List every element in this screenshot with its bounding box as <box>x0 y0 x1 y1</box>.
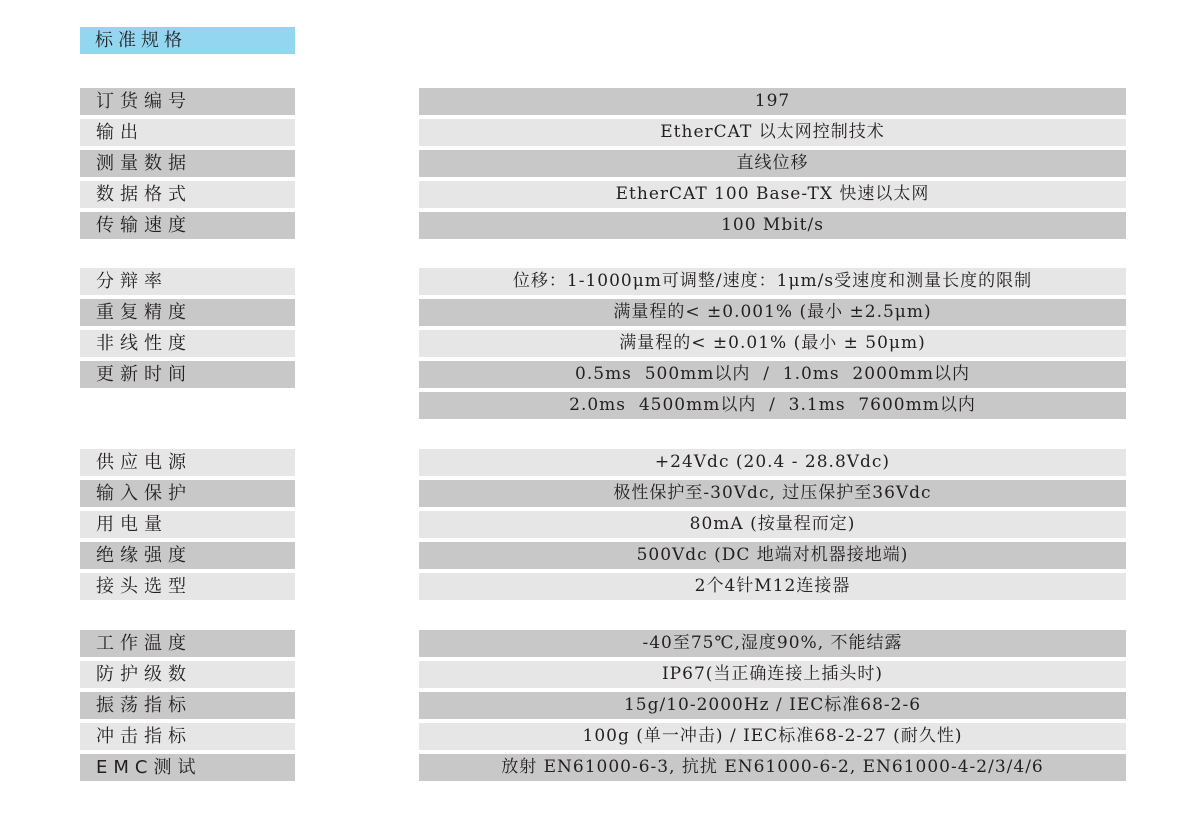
spec-value: 位移：1-1000μm可调整/速度：1μm/s受速度和测量长度的限制 <box>419 268 1126 295</box>
spec-value: 500Vdc (DC 地端对机器接地端) <box>419 542 1126 569</box>
spec-label: 防护级数 <box>80 661 295 688</box>
spec-label: 重复精度 <box>80 299 295 326</box>
spec-value: 197 <box>419 88 1126 115</box>
spec-label: 输入保护 <box>80 480 295 507</box>
spec-value: 100 Mbit/s <box>419 212 1126 239</box>
spec-value: 2.0ms 4500mm以内 / 3.1ms 7600mm以内 <box>419 392 1126 419</box>
spec-label: EMC测试 <box>80 754 295 781</box>
spec-label: 振荡指标 <box>80 692 295 719</box>
spec-label: 用电量 <box>80 511 295 538</box>
spec-value: 直线位移 <box>419 150 1126 177</box>
spec-label: 供应电源 <box>80 449 295 476</box>
spec-value: +24Vdc (20.4 - 28.8Vdc) <box>419 449 1126 476</box>
spec-value: 0.5ms 500mm以内 / 1.0ms 2000mm以内 <box>419 361 1126 388</box>
spec-value: -40至75℃,湿度90%, 不能结露 <box>419 630 1126 657</box>
spec-value: 满量程的< ±0.001% (最小 ±2.5μm) <box>419 299 1126 326</box>
spec-value: IP67(当正确连接上插头时) <box>419 661 1126 688</box>
spec-label: 数据格式 <box>80 181 295 208</box>
spec-label: 接头选型 <box>80 573 295 600</box>
spec-label: 绝缘强度 <box>80 542 295 569</box>
spec-value: EtherCAT 100 Base-TX 快速以太网 <box>419 181 1126 208</box>
spec-label: 订货编号 <box>80 88 295 115</box>
spec-label: 测量数据 <box>80 150 295 177</box>
spec-label: 分辩率 <box>80 268 295 295</box>
spec-label: 输出 <box>80 119 295 146</box>
spec-value: 放射 EN61000-6-3, 抗扰 EN61000-6-2, EN61000-4-2/3/4/6 <box>419 754 1126 781</box>
spec-value: 满量程的< ±0.01% (最小 ± 50μm) <box>419 330 1126 357</box>
spec-value: EtherCAT 以太网控制技术 <box>419 119 1126 146</box>
spec-value: 2个4针M12连接器 <box>419 573 1126 600</box>
spec-value: 15g/10-2000Hz / IEC标准68-2-6 <box>419 692 1126 719</box>
spec-label: 工作温度 <box>80 630 295 657</box>
spec-value: 极性保护至-30Vdc, 过压保护至36Vdc <box>419 480 1126 507</box>
spec-label: 传输速度 <box>80 212 295 239</box>
spec-value: 80mA (按量程而定) <box>419 511 1126 538</box>
spec-label: 非线性度 <box>80 330 295 357</box>
spec-label: 更新时间 <box>80 361 295 388</box>
section-title: 标准规格 <box>80 27 295 54</box>
spec-value: 100g (单一冲击) / IEC标准68-2-27 (耐久性) <box>419 723 1126 750</box>
spec-label: 冲击指标 <box>80 723 295 750</box>
